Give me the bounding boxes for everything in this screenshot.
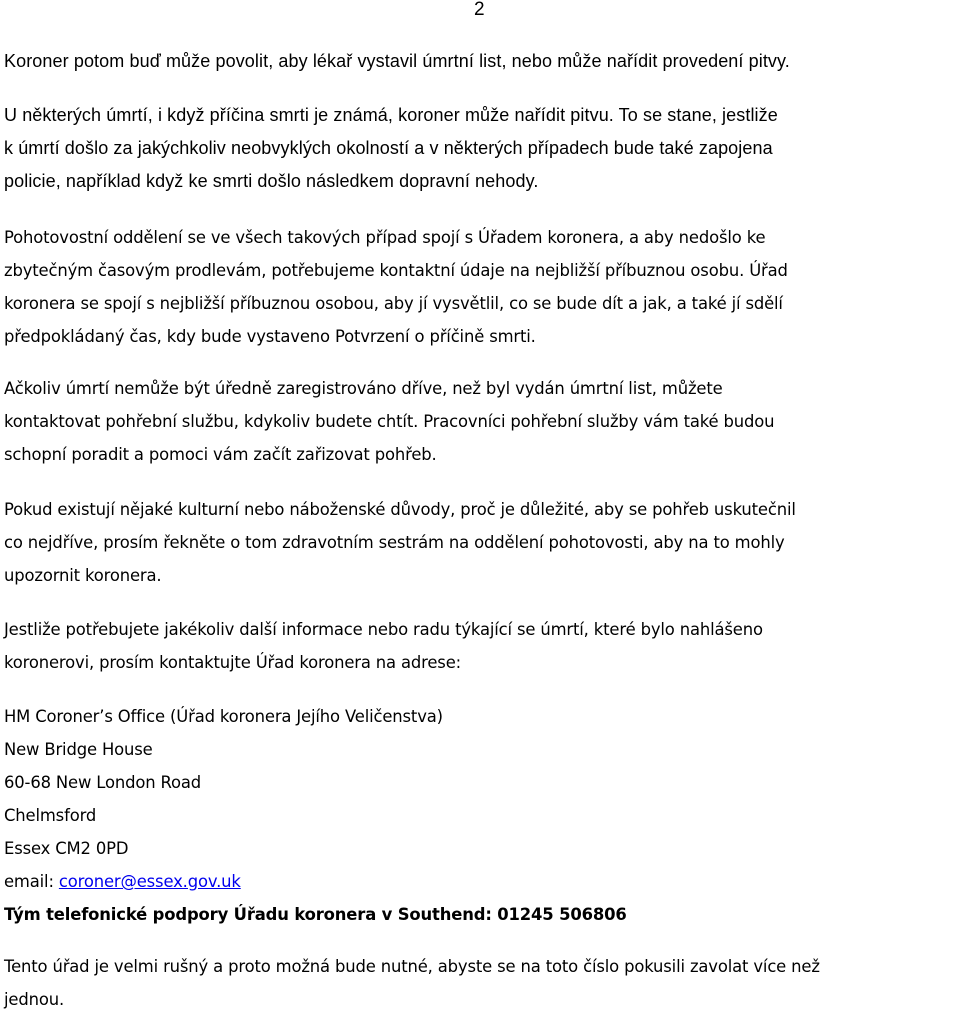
paragraph-line: upozornit koronera. [4, 566, 162, 585]
page-number: 2 [474, 0, 485, 20]
paragraph-line: schopní poradit a pomoci vám začít zařizovat pohřeb. [4, 445, 437, 464]
phone-support-line: Tým telefonické podpory Úřadu koronera v Southend: 01245 506806 [4, 905, 627, 924]
address-office: HM Coroner’s Office (Úřad koronera Jejího Veličenstva) [4, 707, 443, 726]
paragraph-line: policie, například když ke smrti došlo následkem dopravní nehody. [4, 171, 539, 191]
address-city: Chelmsford [4, 806, 97, 825]
address-postcode: Essex CM2 0PD [4, 839, 129, 858]
paragraph-line: jednou. [4, 990, 65, 1009]
address-email-line [4, 865, 627, 898]
coroner-address-block [4, 700, 627, 931]
paragraph-line: Ačkoliv úmrtí nemůže být úředně zaregistrováno dříve, než byl vydán úmrtní list, můžete [4, 379, 723, 398]
paragraph-line: předpokládaný čas, kdy bude vystaveno Potvrzení o příčině smrti. [4, 327, 536, 346]
paragraph-line: koronerovi, prosím kontaktujte Úřad koronera na adrese: [4, 653, 462, 672]
paragraph-autopsy-reasons [4, 99, 778, 198]
paragraph-line: Koroner potom buď může povolit, aby lékař vystavil úmrtní list, nebo může nařídit provedení pitvy. [4, 51, 790, 71]
paragraph-line: Tento úřad je velmi rušný a proto možná bude nutné, abyste se na toto číslo pokusili zavolat více než [4, 957, 820, 976]
email-label: email: [4, 872, 59, 891]
paragraph-line: Pokud existují nějaké kulturní nebo náboženské důvody, proč je důležité, aby se pohřeb uskutečnil [4, 500, 796, 519]
email-link[interactable]: coroner@essex.gov.uk [58, 872, 241, 891]
paragraph-line: Jestliže potřebujete jakékoliv další informace nebo radu týkající se úmrtí, které bylo nahlášeno [4, 620, 763, 639]
address-street: 60-68 New London Road [4, 773, 202, 792]
paragraph-autopsy-permission [4, 45, 790, 78]
paragraph-line: k úmrtí došlo za jakýchkoliv neobvyklých okolností a v některých případech bude také zapojena [4, 138, 773, 158]
paragraph-line: U některých úmrtí, i když příčina smrti je známá, koroner může nařídit pitvu. To se stane, jestliže [4, 105, 778, 125]
paragraph-further-information [4, 613, 763, 679]
paragraph-line: zbytečným časovým prodlevám, potřebujeme kontaktní údaje na nejbližší příbuznou osobu. Úřad [4, 261, 788, 280]
address-building: New Bridge House [4, 740, 153, 759]
paragraph-funeral-service [4, 372, 774, 471]
paragraph-line: kontaktovat pohřební službu, kdykoliv budete chtít. Pracovníci pohřební služby vám také budou [4, 412, 775, 431]
paragraph-emergency-department [4, 221, 788, 353]
paragraph-line: co nejdříve, prosím řekněte o tom zdravotním sestrám na oddělení pohotovosti, aby na to mohly [4, 533, 785, 552]
paragraph-line: koronera se spojí s nejbližší příbuznou osobou, aby jí vysvětlil, co se bude dít a jak, a také jí sdělí [4, 294, 783, 313]
paragraph-line: Pohotovostní oddělení se ve všech takových případ spojí s Úřadem koronera, a aby nedošlo ke [4, 228, 766, 247]
paragraph-busy-office [4, 950, 820, 1016]
paragraph-religious-reasons [4, 493, 796, 592]
